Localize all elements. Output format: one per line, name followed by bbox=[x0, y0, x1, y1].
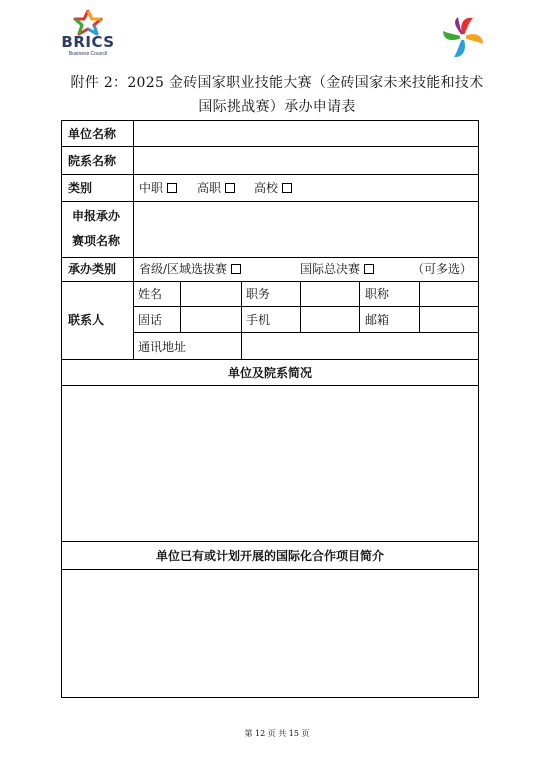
contact-phone-label: 固话 bbox=[138, 313, 163, 327]
international-projects-textarea[interactable] bbox=[65, 572, 475, 694]
contact-label: 联系人 bbox=[68, 313, 105, 327]
unit-name-label: 单位名称 bbox=[68, 127, 117, 141]
contact-title-field[interactable] bbox=[422, 284, 476, 304]
page-number: 第 12 页 共 15 页 bbox=[244, 729, 310, 738]
contact-name-label: 姓名 bbox=[138, 287, 163, 301]
checkbox-icon[interactable] bbox=[167, 183, 177, 193]
unit-name-field[interactable] bbox=[136, 123, 476, 145]
contact-address-field[interactable] bbox=[244, 335, 476, 357]
section-unit-overview-heading: 单位及院系简况 bbox=[227, 366, 312, 380]
event-names-field[interactable] bbox=[136, 204, 476, 255]
checkbox-icon[interactable] bbox=[231, 264, 241, 274]
host-type-label: 承办类别 bbox=[68, 262, 117, 276]
dept-name-label: 院系名称 bbox=[68, 154, 117, 168]
contact-position-label: 职务 bbox=[246, 287, 271, 301]
contact-mobile-field[interactable] bbox=[303, 309, 357, 330]
contact-email-field[interactable] bbox=[422, 309, 476, 330]
host-type-option-label: 省级/区域选拔赛 bbox=[139, 262, 228, 276]
section-international-projects-heading: 单位已有或计划开展的国际化合作项目简介 bbox=[155, 549, 384, 563]
contact-title-label: 职称 bbox=[365, 287, 390, 301]
host-type-option-label: 国际总决赛 bbox=[300, 262, 361, 276]
event-names-label-line1: 申报承办 bbox=[72, 209, 121, 223]
checkbox-icon[interactable] bbox=[364, 264, 374, 274]
contact-name-field[interactable] bbox=[183, 284, 239, 304]
contact-position-field[interactable] bbox=[303, 284, 357, 304]
brics-logo-text: BRICS bbox=[61, 33, 115, 51]
contact-email-label: 邮箱 bbox=[365, 313, 390, 327]
category-option-higher-vocational[interactable] bbox=[197, 181, 235, 195]
contact-address-label: 通讯地址 bbox=[138, 340, 187, 354]
host-type-option-international-final[interactable] bbox=[300, 262, 374, 276]
brics-business-council-logo bbox=[58, 10, 118, 60]
host-type-note: （可多选） bbox=[412, 262, 473, 276]
dept-name-field[interactable] bbox=[136, 149, 476, 172]
unit-overview-textarea[interactable] bbox=[65, 388, 475, 539]
category-option-secondary[interactable] bbox=[139, 181, 177, 195]
category-option-label: 中职 bbox=[139, 181, 164, 195]
category-option-university[interactable] bbox=[254, 181, 292, 195]
category-option-label: 高职 bbox=[197, 181, 222, 195]
category-option-label: 高校 bbox=[254, 181, 279, 195]
contact-mobile-label: 手机 bbox=[246, 313, 271, 327]
business-council-text: Business Council bbox=[68, 51, 108, 57]
category-label: 类别 bbox=[68, 181, 93, 195]
contact-phone-field[interactable] bbox=[183, 309, 239, 330]
host-type-option-provincial[interactable] bbox=[139, 262, 241, 276]
document-title-line2: 国际挑战赛）承办申请表 bbox=[198, 99, 356, 115]
document-title-line1: 附件 2：2025 金砖国家职业技能大赛（金砖国家未来技能和技术 bbox=[70, 75, 484, 91]
checkbox-icon[interactable] bbox=[282, 183, 292, 193]
event-names-label-line2: 赛项名称 bbox=[72, 234, 121, 248]
checkbox-icon[interactable] bbox=[225, 183, 235, 193]
brics-pinwheel-icon bbox=[440, 14, 486, 60]
application-form-table bbox=[61, 120, 479, 698]
